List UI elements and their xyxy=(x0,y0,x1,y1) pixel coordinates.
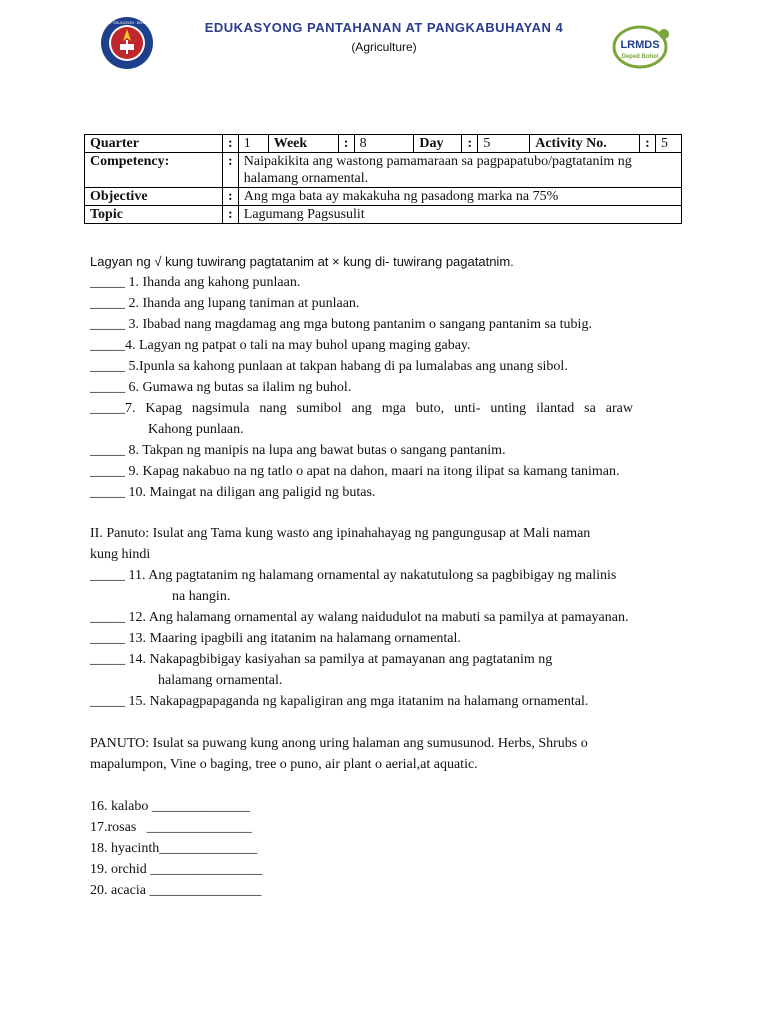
part3-instruction: PANUTO: Isulat sa puwang kung anong uring halaman ang sumusunod. Herbs, Shrubs o xyxy=(90,736,588,751)
activity-value: 5 xyxy=(655,135,681,153)
document-subtitle: (Agriculture) xyxy=(351,40,417,54)
word: _____7. xyxy=(90,401,136,416)
part1-instruction: Lagyan ng √ kung tuwirang pagtatanim at × kung di- tuwirang pagatatnim. xyxy=(90,254,514,269)
separator: : xyxy=(338,135,354,153)
part1-section xyxy=(90,251,680,503)
part2-instruction-cont: kung hindi xyxy=(90,547,151,562)
objective-value: Ang mga bata ay makakuha ng pasadong marka na 75% xyxy=(238,188,681,206)
word: ilantad xyxy=(536,401,575,416)
table-row xyxy=(85,153,682,188)
separator: : xyxy=(222,153,238,188)
week-value: 8 xyxy=(354,135,414,153)
lrmds-logo-text: LRMDS xyxy=(620,39,660,51)
list-item: _____ 2. Ihanda ang lupang taniman at punlaan. xyxy=(90,296,360,311)
table-row xyxy=(85,188,682,206)
part2-section xyxy=(90,523,680,712)
list-item: _____ 15. Nakapagpapaganda ng kapaligiran ang mga itatanim na halamang ornamental. xyxy=(90,694,589,709)
part3-instruction-cont: mapalumpon, Vine o baging, tree o puno, air plant o aerial,at aquatic. xyxy=(90,757,478,772)
lesson-info-table xyxy=(84,134,682,224)
table-row xyxy=(85,135,682,153)
quarter-label: Quarter xyxy=(85,135,223,153)
list-item-7 xyxy=(90,398,633,419)
list-item: _____ 11. Ang pagtatanim ng halamang ornamental ay nakatutulong sa pagbibigay ng malinis xyxy=(90,568,617,583)
document-title: EDUKASYONG PANTAHANAN AT PANGKABUHAYAN 4 xyxy=(204,20,564,35)
part2-instruction: II. Panuto: Isulat ang Tama kung wasto ang ipinahahayag ng pangungusap at Mali naman xyxy=(90,526,591,541)
separator: : xyxy=(222,206,238,224)
list-item: 18. hyacinth______________ xyxy=(90,841,258,856)
list-item: 19. orchid ________________ xyxy=(90,862,263,877)
lrmds-logo-icon xyxy=(610,22,674,72)
separator: : xyxy=(640,135,656,153)
list-item: _____ 3. Ibabad nang magdamag ang mga butong pantanim o sangang pantanim sa tubig. xyxy=(90,317,592,332)
word: nang xyxy=(259,401,287,416)
list-item: _____ 5.Ipunla sa kahong punlaan at takpan habang di pa lumalabas ang unang sibol. xyxy=(90,359,568,374)
word: unti- xyxy=(454,401,481,416)
day-label: Day xyxy=(414,135,462,153)
competency-value: Naipakikita ang wastong pamamaraan sa pagpapatubo/pagtatanim ng halamang ornamental. xyxy=(238,153,681,188)
word: araw xyxy=(605,401,633,416)
word: ang xyxy=(351,401,372,416)
day-value: 5 xyxy=(478,135,530,153)
seal-lettering: DEPARTMENT OF EDUCATION · DIVISION OF BOHOL xyxy=(82,21,172,25)
objective-label: Objective xyxy=(85,188,223,206)
table-row xyxy=(85,206,682,224)
separator: : xyxy=(462,135,478,153)
list-item: _____ 12. Ang halamang ornamental ay walang naidudulot na mabuti sa pamilya at pamayanan. xyxy=(90,610,629,625)
topic-label: Topic xyxy=(85,206,223,224)
list-item-continuation: Kahong punlaan. xyxy=(148,422,244,437)
list-item: _____ 14. Nakapagbibigay kasiyahan sa pamilya at pamayanan ang pagtatanim ng xyxy=(90,652,553,667)
list-item: _____ 1. Ihanda ang kahong punlaan. xyxy=(90,275,301,290)
word: Kapag xyxy=(145,401,182,416)
activity-label: Activity No. xyxy=(530,135,640,153)
list-item: _____ 13. Maaring ipagbili ang itatanim na halamang ornamental. xyxy=(90,631,461,646)
word: sumibol xyxy=(296,401,342,416)
word: nagsimula xyxy=(191,401,250,416)
list-item: _____4. Lagyan ng patpat o tali na may buhol upang maging gabay. xyxy=(90,338,471,353)
word: buto, xyxy=(415,401,445,416)
word: unting xyxy=(490,401,527,416)
separator: : xyxy=(222,135,238,153)
list-item: 16. kalabo ______________ xyxy=(90,799,250,814)
list-item-continuation: halamang ornamental. xyxy=(158,673,283,688)
list-item: _____ 9. Kapag nakabuo na ng tatlo o apat na dahon, maari na itong ilipat sa kamang taniman. xyxy=(90,464,620,479)
topic-value: Lagumang Pagsusulit xyxy=(238,206,681,224)
part3-section xyxy=(90,733,680,901)
list-item: _____ 10. Maingat na diligan ang paligid ng butas. xyxy=(90,485,376,500)
quarter-value: 1 xyxy=(238,135,268,153)
list-item-continuation: na hangin. xyxy=(172,589,231,604)
week-label: Week xyxy=(268,135,338,153)
lrmds-logo-subtext: Deped Bohol xyxy=(621,54,659,60)
separator: : xyxy=(222,188,238,206)
competency-label: Competency: xyxy=(85,153,223,188)
list-item: 17.rosas _______________ xyxy=(90,820,252,835)
list-item: _____ 6. Gumawa ng butas sa ilalim ng buhol. xyxy=(90,380,352,395)
word: mga xyxy=(381,401,406,416)
list-item: 20. acacia ________________ xyxy=(90,883,262,898)
word: sa xyxy=(584,401,596,416)
list-item: _____ 8. Takpan ng manipis na lupa ang bawat butas o sangang pantanim. xyxy=(90,443,506,458)
